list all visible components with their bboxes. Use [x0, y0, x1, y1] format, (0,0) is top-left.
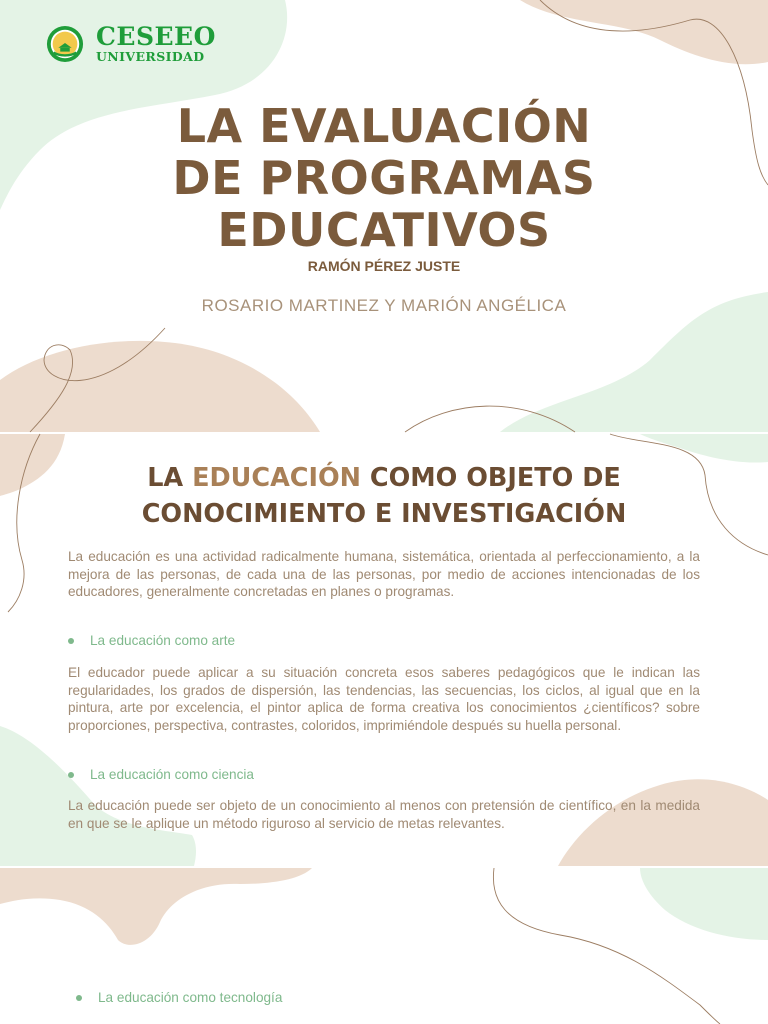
cover-title-line: LA EVALUACIÓN	[176, 99, 592, 153]
bullet-label: La educación como tecnología	[98, 990, 283, 1005]
bullet-label: La educación como arte	[90, 633, 236, 648]
section-title-line-2: CONOCIMIENTO E INVESTIGACIÓN	[141, 499, 627, 529]
cover-slide	[0, 0, 768, 432]
section-title-part: LA	[147, 463, 193, 493]
university-logo	[46, 24, 216, 64]
section-title	[60, 460, 708, 532]
bullet-item-ciencia	[68, 767, 254, 782]
presenters: ROSARIO MARTINEZ Y MARIÓN ANGÉLICA	[201, 296, 567, 315]
bullet-dot-icon	[68, 772, 74, 778]
author-name: RAMÓN PÉREZ JUSTE	[307, 258, 461, 274]
bullet-item-arte	[68, 633, 235, 648]
bullet-label: La educación como ciencia	[90, 767, 254, 782]
ciencia-paragraph: La educación puede ser objeto de un conocimiento al menos con pretensión de científico, en la medida en que se le aplique un método riguroso al servicio de metas relevantes.	[68, 798, 700, 831]
cover-title-line: EDUCATIVOS	[217, 203, 551, 257]
section-title-accent: EDUCACIÓN	[192, 463, 362, 493]
bullet-item-tecnologia	[76, 990, 282, 1005]
intro-paragraph: La educación es una actividad radicalmente humana, sistemática, orientada al perfeccionamiento, a la mejora de las personas, de cada una de las personas, por medio de acciones intencionadas de los educadores, generalmente concretadas en planes o programas.	[68, 549, 700, 600]
bullet-dot-icon	[76, 995, 82, 1001]
next-slide	[0, 868, 768, 1024]
cover-title-line: DE PROGRAMAS	[172, 151, 596, 205]
bullet-dot-icon	[68, 638, 74, 644]
arte-paragraph: El educador puede aplicar a su situación concreta esos saberes pedagógicos que le indican las regularidades, los grados de dispersión, las tendencias, las secuencias, los ciclos, al igual que en la pintura, arte por excelencia, el pintor aplica de forma creativa los conocimientos ¿científicos? sobre proporciones, perspectiva, contrastes, coloridos, imprimiéndole después su huella personal.	[68, 665, 700, 733]
content-slide	[0, 434, 768, 866]
logo-name: CESEEO	[96, 22, 216, 51]
university-emblem-icon	[46, 25, 84, 63]
section-title-part: COMO OBJETO DE	[361, 463, 621, 493]
cover-title	[0, 100, 768, 256]
logo-subtitle: UNIVERSIDAD	[96, 49, 205, 64]
